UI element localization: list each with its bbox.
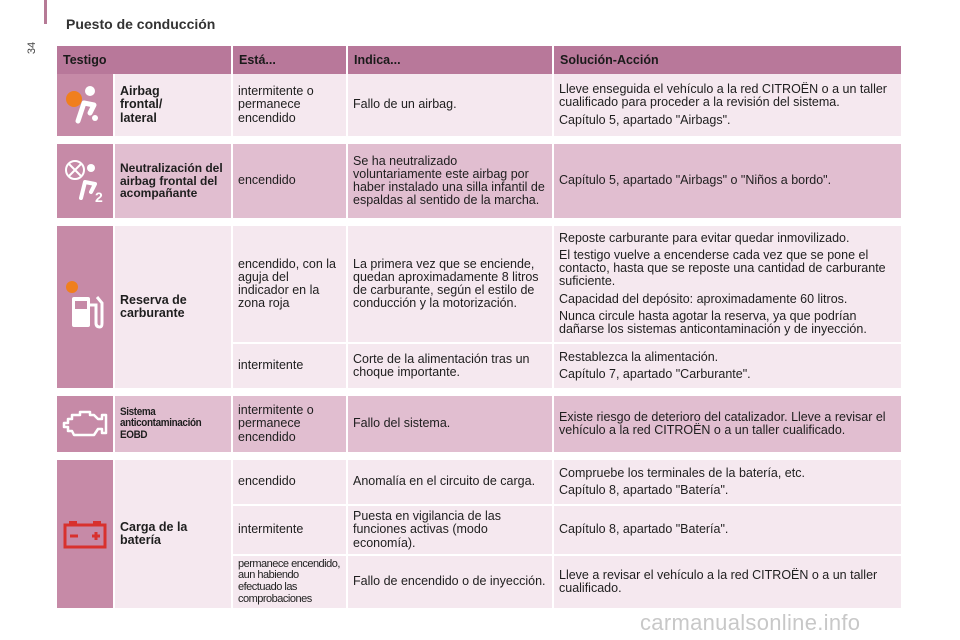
solution-cell: Reposte carburante para evitar quedar inmovilizado. El testigo vuelve a encenderse cada vez que se pone el contacto, hasta que se reposte una cantidad de carburante suficiente. Capacidad del depósito: aproximadamente 60 litros. Nunca circule hasta agotar la reserva, ya que podrían dañarse los sistemas anticontaminación y de inyección. (554, 226, 903, 344)
table-row (57, 460, 903, 506)
icon-cell (57, 396, 115, 454)
airbag-warning-icon (62, 83, 108, 127)
state-cell: encendido (233, 144, 348, 220)
icon-cell (57, 74, 115, 138)
indicates-cell: Fallo de encendido o de inyección. (348, 556, 554, 610)
table-header-row (57, 46, 903, 74)
solution-cell: Compruebe los terminales de la batería, etc. Capítulo 8, apartado "Batería". (554, 460, 903, 506)
warning-name: Neutralización del airbag frontal del acompañante (115, 144, 233, 220)
state-cell: permanece encendido, aun habiendo efectuado las comprobaciones (233, 556, 348, 610)
solution-cell: Capítulo 5, apartado "Airbags" o "Niños a bordo". (554, 144, 903, 220)
icon-cell (57, 460, 115, 610)
icon-cell (57, 144, 115, 220)
page-number: 34 (26, 41, 39, 55)
warning-name: Carga de la batería (115, 460, 233, 610)
solution-cell: Lleve a revisar el vehículo a la red CITROËN o a un taller cualificado. (554, 556, 903, 610)
header-testigo: Testigo (57, 46, 233, 74)
engine-check-icon (62, 407, 108, 441)
warning-name: Airbag frontal/ lateral (115, 74, 233, 138)
table-row (57, 74, 903, 138)
table-row (57, 226, 903, 344)
margin-bar (44, 0, 47, 24)
indicates-cell: Corte de la alimentación tras un choque importante. (348, 344, 554, 390)
warning-name: Sistema anticontaminación EOBD (115, 396, 233, 454)
passenger-airbag-off-icon (62, 158, 108, 204)
solution-cell: Lleve enseguida el vehículo a la red CITROËN o a un taller cualificado para proceder a la revisión del sistema. Capítulo 5, apartado "Airbags". (554, 74, 903, 138)
indicates-cell: La primera vez que se enciende, quedan aproximadamente 8 litros de carburante, según el estilo de conducción y la motorización. (348, 226, 554, 344)
warning-lights-table (57, 46, 903, 610)
watermark: carmanualsonline.info (640, 610, 861, 635)
header-indica: Indica... (348, 46, 554, 74)
fuel-pump-icon (62, 279, 108, 335)
table-row (57, 396, 903, 454)
indicates-cell: Se ha neutralizado voluntariamente este airbag por haber instalado una silla infantil de espaldas al sentido de la marcha. (348, 144, 554, 220)
state-cell: encendido (233, 460, 348, 506)
solution-cell: Existe riesgo de deterioro del catalizador. Lleve a revisar el vehículo a la red CITROËN o a un taller cualificado. (554, 396, 903, 454)
state-cell: intermitente o permanece encendido (233, 396, 348, 454)
icon-cell (57, 226, 115, 390)
state-cell: intermitente o permanece encendido (233, 74, 348, 138)
indicates-cell: Anomalía en el circuito de carga. (348, 460, 554, 506)
state-cell: encendido, con la aguja del indicador en la zona roja (233, 226, 348, 344)
state-cell: intermitente (233, 344, 348, 390)
battery-icon (62, 519, 108, 549)
solution-cell: Restablezca la alimentación. Capítulo 7, apartado "Carburante". (554, 344, 903, 390)
indicates-cell: Fallo de un airbag. (348, 74, 554, 138)
indicates-cell: Puesta en vigilancia de las funciones activas (modo economía). (348, 506, 554, 556)
indicates-cell: Fallo del sistema. (348, 396, 554, 454)
header-solucion: Solución-Acción (554, 46, 903, 74)
table-row (57, 144, 903, 220)
svg-text:2: 2 (95, 189, 103, 204)
state-cell: intermitente (233, 506, 348, 556)
solution-cell: Capítulo 8, apartado "Batería". (554, 506, 903, 556)
warning-name: Reserva de carburante (115, 226, 233, 390)
header-esta: Está... (233, 46, 348, 74)
section-title: Puesto de conducción (66, 16, 216, 32)
